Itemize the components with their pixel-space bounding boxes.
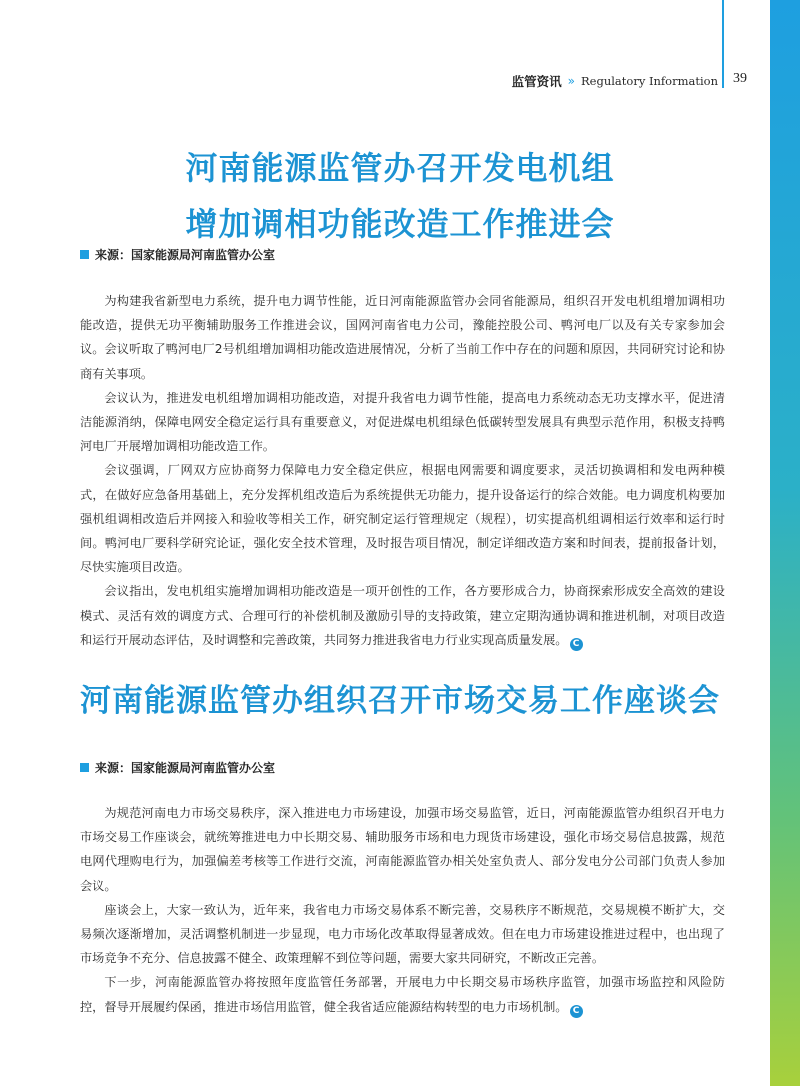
end-mark-icon: C xyxy=(570,1005,583,1018)
section-title-cn: 监管资讯 xyxy=(511,74,562,89)
square-bullet-icon xyxy=(80,250,89,259)
article-body-2 xyxy=(80,801,725,1019)
source-text: 来源：国家能源局河南监管办公室 xyxy=(95,248,276,262)
header-divider xyxy=(722,0,724,88)
article-source-1 xyxy=(80,246,275,263)
page-number: 39 xyxy=(733,71,747,86)
paragraph: 会议强调，厂网双方应协商努力保障电力安全稳定供应，根据电网需要和调度要求，灵活切换调相和发电两种模式，在做好应急备用基础上，充分发挥机组改造后为系统提供无功能力，提升设备运行的综合效能。电力调度机构要加强机组调相改造后并网接入和验收等相关工作，研究制定运行管理规定（规程），切实提高机组调相运行效率和运行时间。鸭河电厂要科学研究论证，强化安全技术管理，及时报告项目情况，制定详细改造方案和时间表，提前报备计划，尽快实施项目改造。 xyxy=(80,463,725,575)
article-source-2 xyxy=(80,759,275,776)
paragraph-last xyxy=(80,579,725,652)
edge-color-bar xyxy=(770,0,800,1086)
source-text: 来源：国家能源局河南监管办公室 xyxy=(95,761,276,775)
chevron-right-icon: » xyxy=(567,74,576,88)
paragraph: 为规范河南电力市场交易秩序，深入推进电力市场建设，加强市场交易监管，近日，河南能源监管办组织召开电力市场交易工作座谈会，就统筹推进电力中长期交易、辅助服务市场和电力现货市场建设，强化市场交易信息披露，规范电网代理购电行为，加强偏差考核等工作进行交流，河南能源监管办相关处室负责人、部分发电分公司部门负责人参加会议。 xyxy=(80,806,725,893)
paragraph: 会议认为，推进发电机组增加调相功能改造，对提升我省电力调节性能，提高电力系统动态无功支撑水平，促进清洁能源消纳，保障电网安全稳定运行具有重要意义，对促进煤电机组绿色低碳转型发展具有典型示范作用，积极支持鸭河电厂开展增加调相功能改造工作。 xyxy=(80,390,725,454)
square-bullet-icon xyxy=(80,763,89,772)
article-title-1-line-1: 河南能源监管办召开发电机组 xyxy=(185,149,615,187)
paragraph-last xyxy=(80,970,725,1018)
article-title-1-line-2: 增加调相功能改造工作推进会 xyxy=(185,205,615,243)
paragraph-text: 会议指出，发电机组实施增加调相功能改造是一项开创性的工作，各方要形成合力，协商探索形成安全高效的建设模式、灵活有效的调度方式、合理可行的补偿机制及激励引导的支持政策，建立定期沟通协调和推进机制，对项目改造和运行开展动态评估，及时调整和完善政策，共同努力推进我省电力行业实现高质量发展。 xyxy=(80,584,725,647)
article-title-1 xyxy=(60,140,740,252)
running-header xyxy=(440,71,718,91)
paragraph: 座谈会上，大家一致认为，近年来，我省电力市场交易体系不断完善，交易秩序不断规范，交易规模不断扩大，交易频次逐渐增加，灵活调整机制进一步显现，电力市场化改革取得显著成效。但在电力市场建设推进过程中，也出现了市场竞争不充分、信息披露不健全、政策理解不到位等问题，需要大家共同研究，不断改正完善。 xyxy=(80,902,725,966)
section-title-en: Regulatory Information xyxy=(581,74,718,88)
paragraph-text: 下一步，河南能源监管办将按照年度监管任务部署，开展电力中长期交易市场秩序监管，加强市场监控和风险防控，督导开展履约保函，推进市场信用监管，健全我省适应能源结构转型的电力市场机制。 xyxy=(80,975,725,1014)
article-body-1 xyxy=(80,289,725,652)
end-mark-icon: C xyxy=(570,638,583,651)
article-title-2: 河南能源监管办组织召开市场交易工作座谈会 xyxy=(80,683,720,719)
paragraph: 为构建我省新型电力系统，提升电力调节性能，近日河南能源监管办会同省能源局，组织召开发电机组增加调相功能改造，提供无功平衡辅助服务工作推进会议，国网河南省电力公司，豫能控股公司、鸭河电厂以及有关专家参加会议。会议听取了鸭河电厂2号机组增加调相功能改造进展情况，分析了当前工作中存在的问题和原因，共同研究讨论和协商有关事项。 xyxy=(80,294,725,381)
